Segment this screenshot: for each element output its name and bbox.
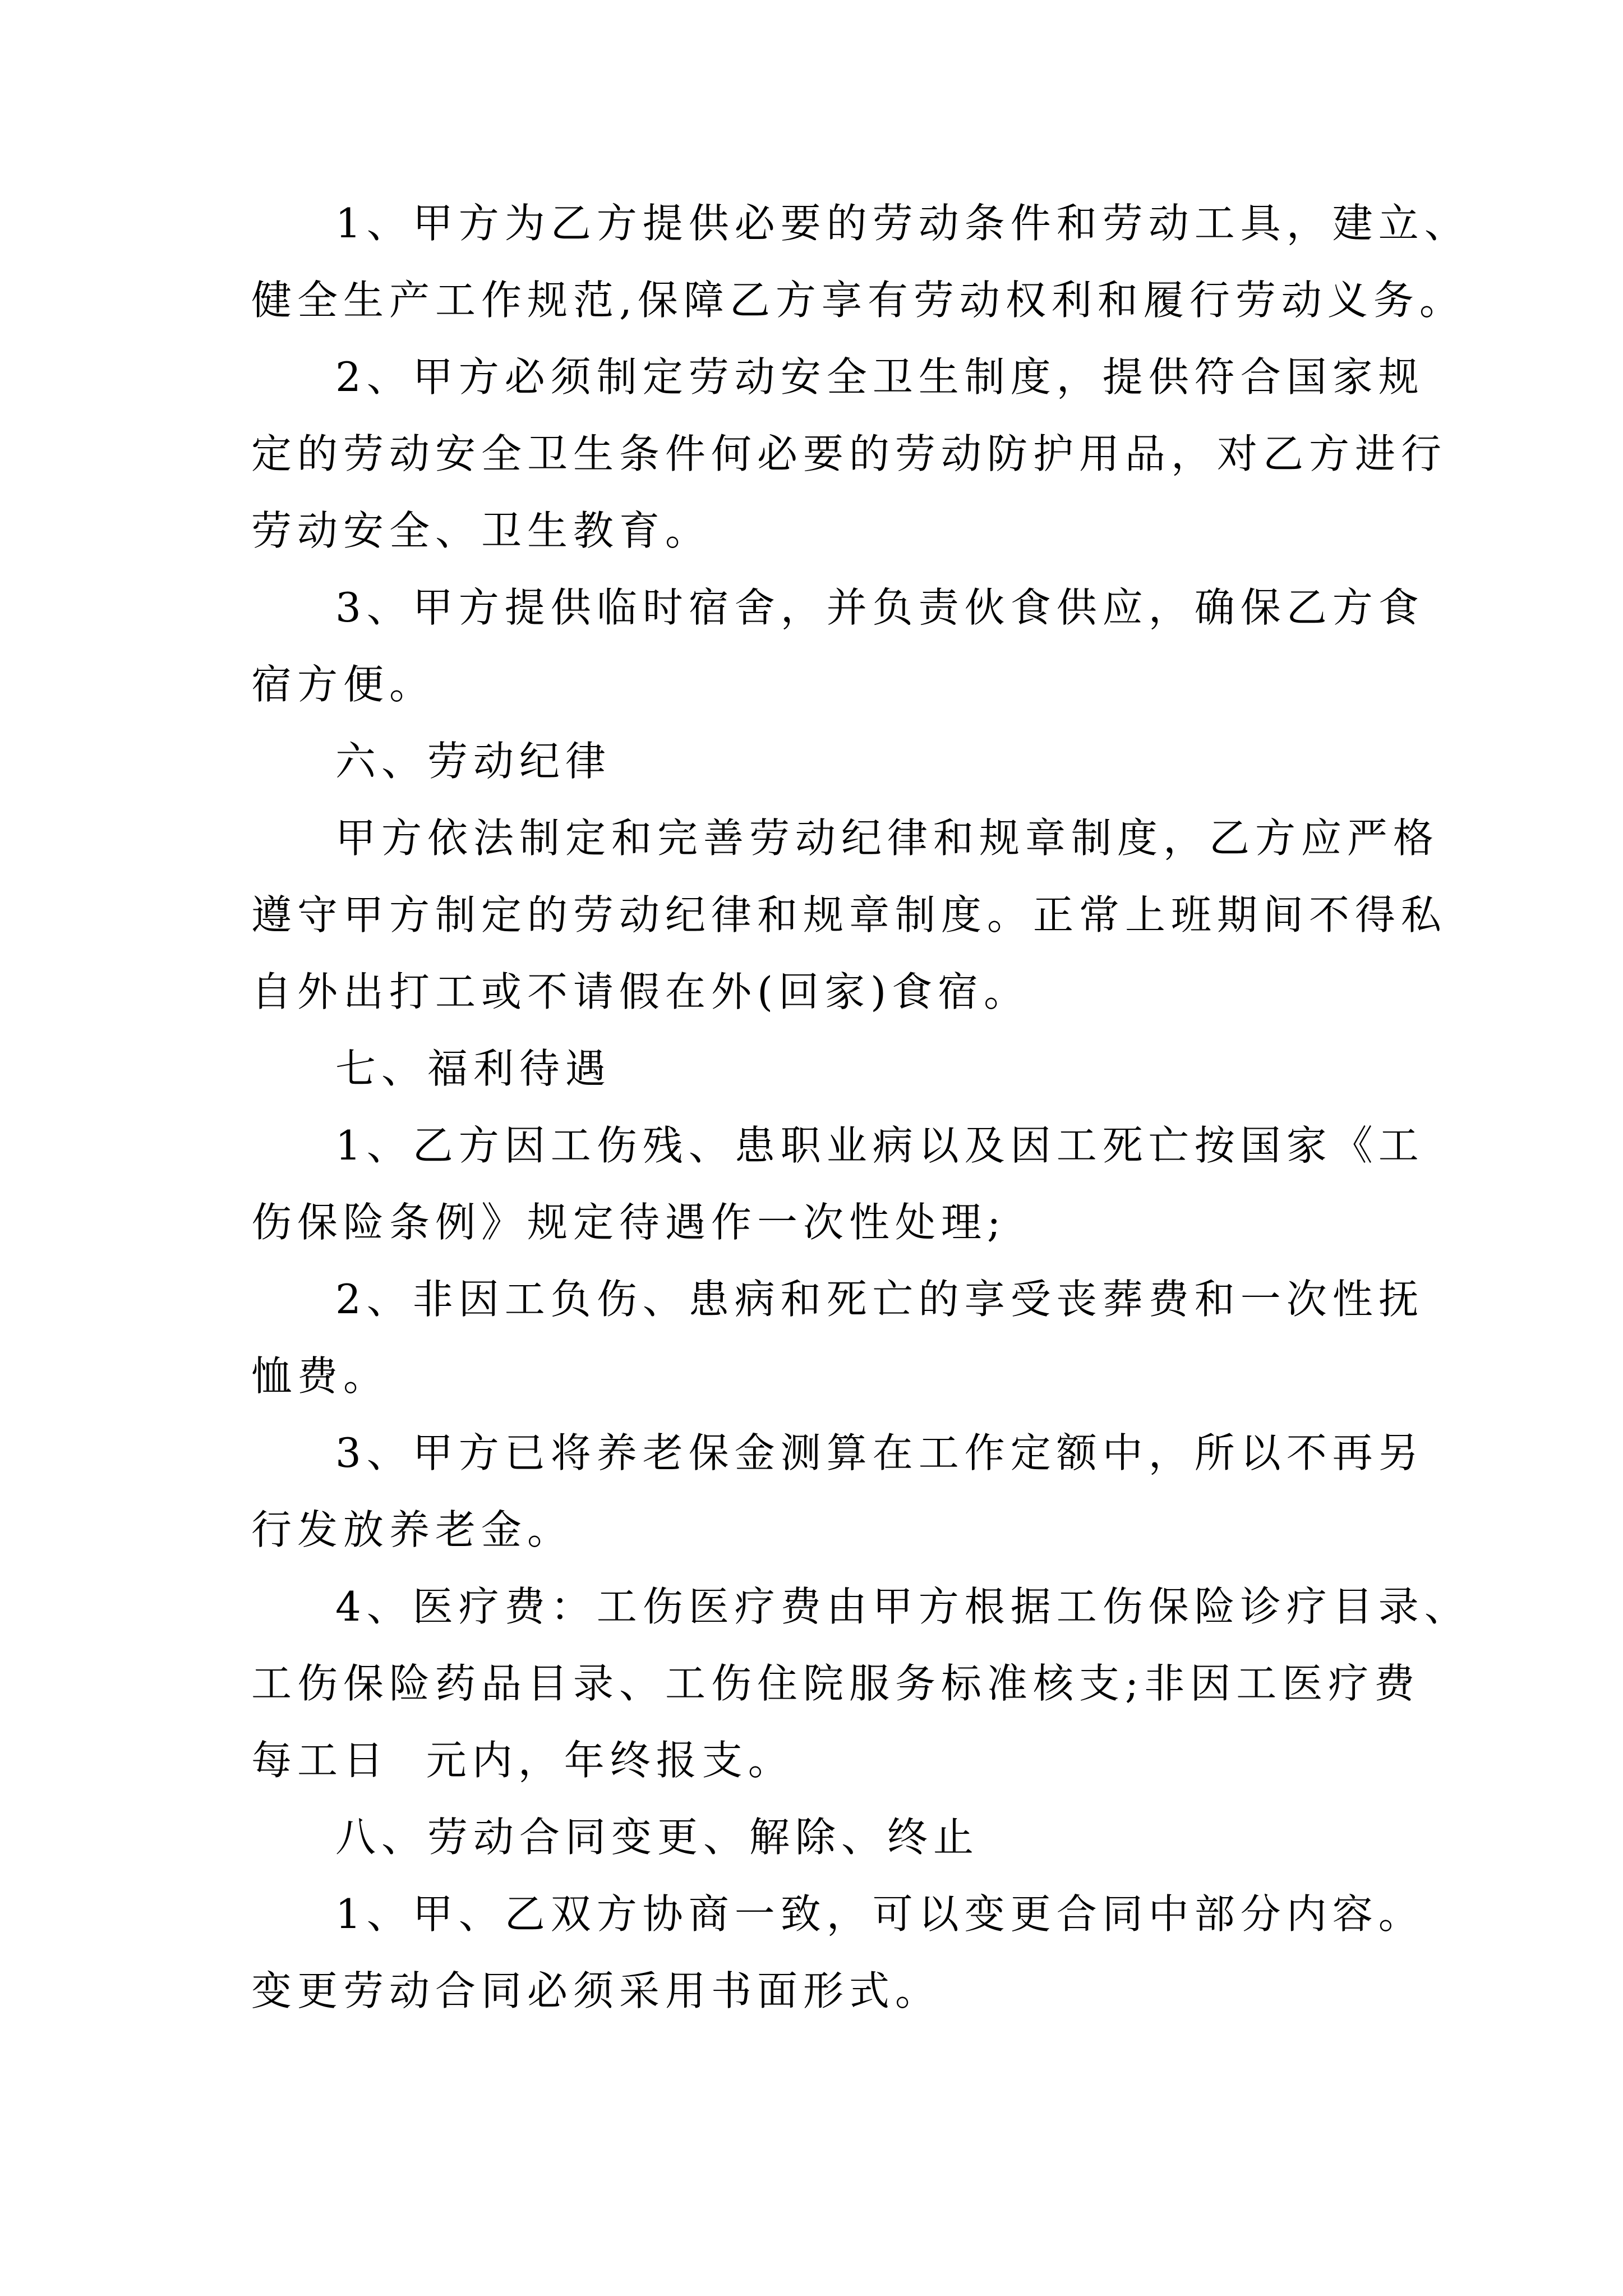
text-line: 自外出打工或不请假在外(回家)食宿。 [251,968,1030,1015]
text-line: 恤费。 [251,1352,390,1400]
text-line: 健全生产工作规范,保障乙方享有劳动权利和履行劳动义务。 [251,277,1465,324]
text-line: 定的劳动安全卫生条件何必要的劳动防护用品，对乙方进行 [251,430,1447,477]
text-line: 1、甲方为乙方提供必要的劳动条件和劳动工具，建立、 [335,200,1470,247]
text-line: 伤保险条例》规定待遇作一次性处理; [251,1199,1007,1246]
section-heading: 六、劳动纪律 [335,738,612,785]
text-line: 1、甲、乙双方协商一致，可以变更合同中部分内容。 [335,1890,1424,1938]
text-line: 行发放养老金。 [251,1506,574,1553]
text-line: 2、甲方必须制定劳动安全卫生制度，提供符合国家规 [335,353,1424,401]
text-line: 工伤保险药品目录、工伤住院服务标准核支;非因工医疗费 [251,1660,1421,1707]
section-heading: 七、福利待遇 [335,1045,612,1092]
text-line: 3、甲方提供临时宿舍，并负责伙食供应，确保乙方食 [335,584,1424,631]
text-line: 甲方依法制定和完善劳动纪律和规章制度，乙方应严格 [335,815,1440,862]
text-line: 遵守甲方制定的劳动纪律和规章制度。正常上班期间不得私 [251,891,1447,938]
text-line: 每工日 元内，年终报支。 [251,1737,794,1784]
section-heading: 八、劳动合同变更、解除、终止 [335,1814,980,1861]
text-line: 宿方便。 [251,661,436,708]
text-line: 1、乙方因工伤残、患职业病以及因工死亡按国家《工 [335,1122,1424,1169]
text-line: 3、甲方已将养老保金测算在工作定额中，所以不再另 [335,1429,1424,1476]
text-line: 2、非因工负伤、患病和死亡的享受丧葬费和一次性抚 [335,1276,1424,1323]
document-body [251,185,1470,2030]
text-line: 劳动安全、卫生教育。 [251,507,712,554]
text-line: 4、医疗费：工伤医疗费由甲方根据工伤保险诊疗目录、 [335,1583,1470,1630]
text-line: 变更劳动合同必须采用书面形式。 [251,1967,942,2014]
